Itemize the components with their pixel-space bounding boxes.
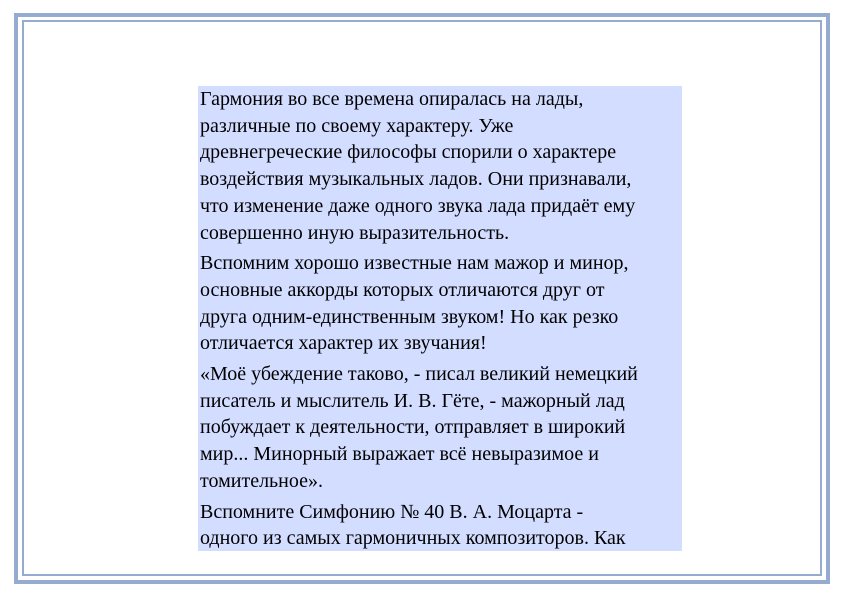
paragraph-goethe-quote: «Моё убеждение таково, - писал великий немецкий писатель и мыслитель И. В. Гёте, - мажорный лад побуждает к деятельности, отправляет в широкий мир... Минорный выражает всё невыразимое и томительное». <box>200 363 638 492</box>
paragraph-mozart: Вспомните Симфонию № 40 В. А. Моцарта - одного из самых гармоничных композиторов. Как <box>200 500 626 550</box>
paragraph-major-minor: Вспомним хорошо известные нам мажор и минор, основные аккорды которых отличаются друг от друга одним-единственным звуком! Но как резко отличается характер их звучания! <box>200 252 629 355</box>
paragraph-harmony: Гармония во все времена опиралась на лады, различные по своему характеру. Уже древнегреческие философы спорили о характере воздействия музыкальных ладов. Они признавали, что изменение даже одного звука лада придаёт ему совершенно иную выразительность. <box>200 88 636 244</box>
text-box <box>198 86 682 551</box>
